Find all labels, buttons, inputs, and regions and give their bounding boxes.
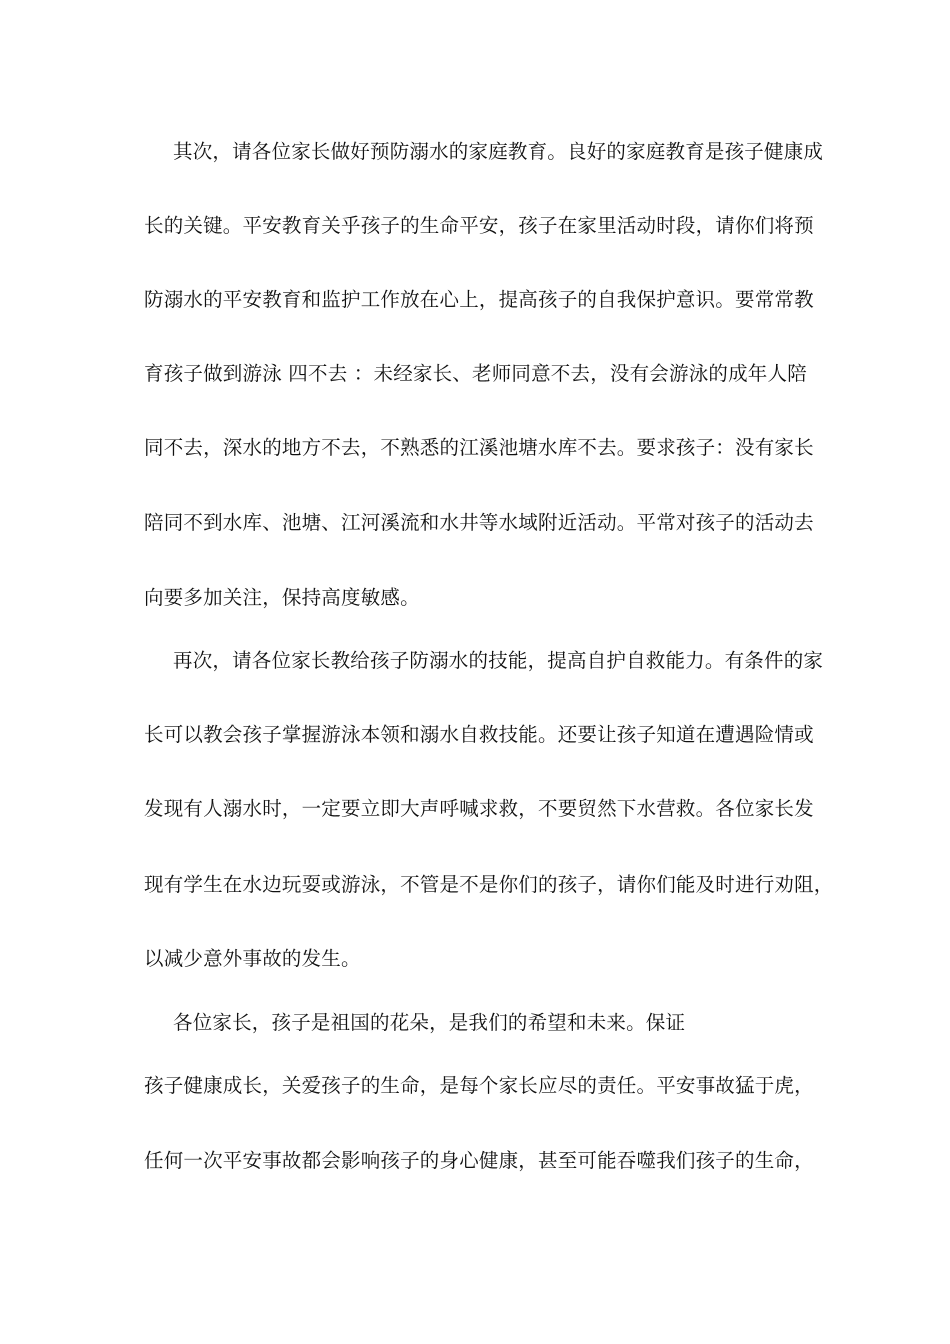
paragraph-line: 其次，请各位家长做好预防溺水的家庭教育。良好的家庭教育是孩子健康成 [173,140,824,163]
paragraph-line: 长的关键。平安教育关乎孩子的生命平安，孩子在家里活动时段，请你们将预 [144,214,814,237]
paragraph-line: 各位家长，孩子是祖国的花朵，是我们的希望和未来。保证 [173,1011,686,1034]
paragraph-line: 长可以教会孩子掌握游泳本领和溺水自救技能。还要让孩子知道在遭遇险情或 [144,723,814,746]
paragraph-line: 再次，请各位家长教给孩子防溺水的技能，提高自护自救能力。有条件的家 [173,649,824,672]
paragraph-line: 发现有人溺水时，一定要立即大声呼喊求救，不要贸然下水营救。各位家长发 [144,797,814,820]
paragraph-line: 陪同不到水库、池塘、江河溪流和水井等水域附近活动。平常对孩子的活动去 [144,511,814,534]
paragraph-line: 孩子健康成长，关爱孩子的生命，是每个家长应尽的责任。平安事故猛于虎， [144,1074,814,1097]
paragraph-line: 防溺水的平安教育和监护工作放在心上，提高孩子的自我保护意识。要常常教 [144,288,814,311]
paragraph-line: 育孩子做到游泳 四不去 ：未经家长、老师同意不去，没有会游泳的成年人陪 [144,362,807,385]
paragraph-line: 任何一次平安事故都会影响孩子的身心健康，甚至可能吞噬我们孩子的生命， [144,1149,814,1172]
paragraph-line: 向要多加关注，保持高度敏感。 [144,586,420,609]
paragraph-line: 现有学生在水边玩耍或游泳，不管是不是你们的孩子，请你们能及时进行劝阻， [144,873,834,896]
paragraph-line: 同不去，深水的地方不去，不熟悉的江溪池塘水库不去。要求孩子：没有家长 [144,436,814,459]
paragraph-line: 以减少意外事故的发生。 [144,947,361,970]
